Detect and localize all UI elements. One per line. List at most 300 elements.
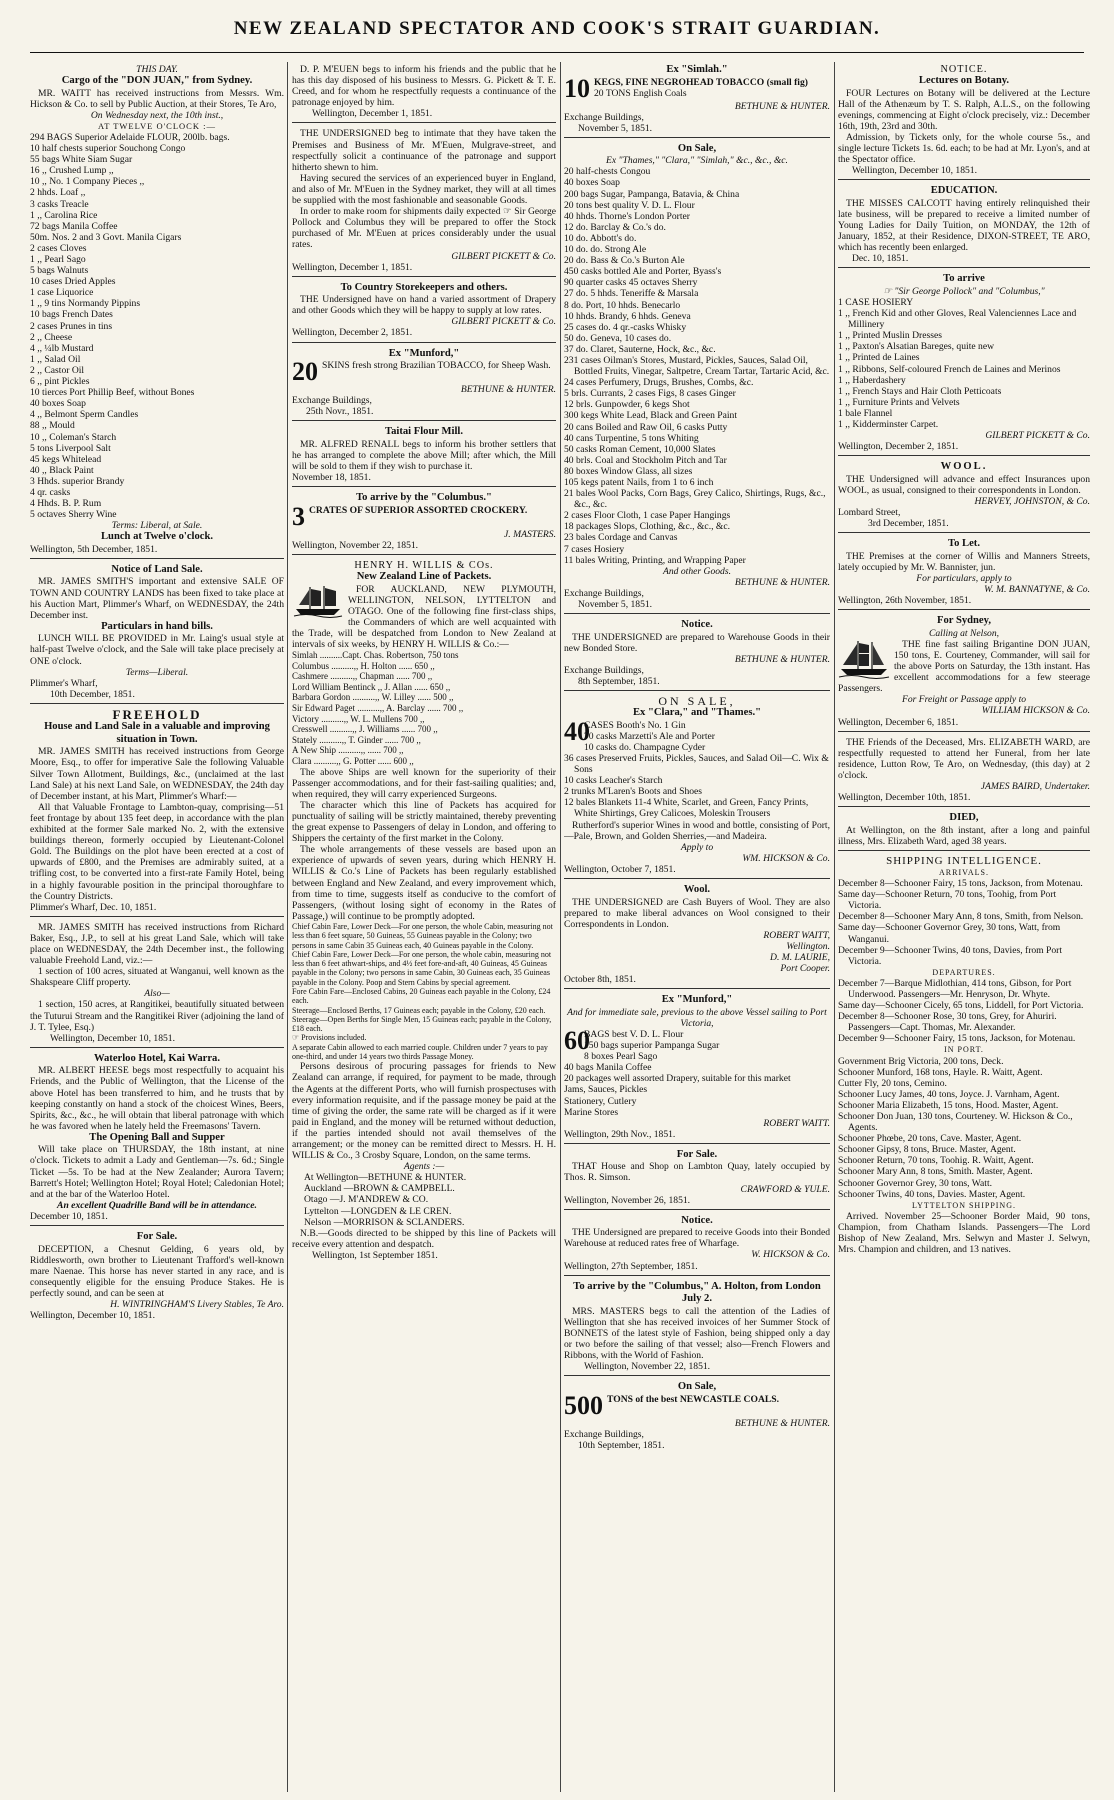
- ad-dateline: Wellington, December 10, 1851.: [852, 165, 977, 177]
- section-heading: SHIPPING INTELLIGENCE.: [886, 854, 1042, 867]
- ad-wool-buyers: [564, 882, 830, 989]
- list-item: 1 ,, Carolina Rice: [30, 209, 98, 221]
- ship-row: Victory ..........,, W. L. Mullens 700 ,,: [292, 713, 425, 724]
- shipping-entry: December 7—Barque Midlothian, 414 tons, Gibson, for Port Underwood. Passengers—Mr. Henryson, Dr. Whyte.: [838, 977, 1072, 1000]
- list-item: 50m. Nos. 2 and 3 Govt. Manila Cigars: [30, 231, 182, 243]
- ad-dateline: November 5, 1851.: [578, 122, 653, 134]
- ad-waterloo-hotel: [30, 1051, 284, 1226]
- ad-body: D. P. M'EUEN begs to inform his friends and the public that he has this day disposed of his business to Messrs. G. Pickett & T. E. Creed, and for whom he respectfully requests a continuance of the patronage enjoyed by him.: [292, 64, 556, 109]
- ad-body: Having secured the services of an experienced buyer in England, and also of Mr. M'Euen in the Sydney market, they will at all times be supplied with the most fashionable and seasonable Goods.: [292, 172, 556, 207]
- ad-heading: To arrive by the "Columbus," A. Holton, from London July 2.: [573, 1280, 821, 1305]
- ship-list: [292, 650, 556, 767]
- fare-item: Steerage—Enclosed Berths, 17 Guineas each; payable in the Colony, £20 each.: [292, 1005, 546, 1015]
- ship-row: Clara ..........,, G. Potter ...... 600 ,,: [292, 756, 414, 766]
- ad-subheading: Ex "Clara," and "Thames.": [632, 707, 761, 719]
- agent-item: Auckland —BROWN & CAMPBELL.: [304, 1183, 455, 1195]
- shipping-entry: Schooner Maria Elizabeth, 15 tons, Hood. Master, Agent.: [838, 1099, 1059, 1111]
- ad-body: CRATES OF SUPERIOR ASSORTED CROCKERY.: [309, 504, 528, 516]
- ship-row: Barbara Gordon ..........,, W. Lilley ...... 500 ,,: [292, 692, 454, 703]
- ad-body: In order to make room for shipments daily expected ☞ Sir George Pollock and Columbus they will be prepared to offer the Stock purchased of Mr. M'Euen at prices considerably under the usual rates.: [292, 206, 556, 251]
- list-item: 25 cases do. 4 qr.-casks Whisky: [564, 321, 687, 333]
- list-item: 2 trunks M'Laren's Boots and Shoes: [564, 786, 703, 798]
- ad-freehold: [30, 707, 284, 917]
- subsection-heading: ARRIVALS.: [939, 867, 989, 877]
- ad-body: SKINS fresh strong Brazilian TOBACCO, for Sheep Wash.: [322, 360, 551, 372]
- shipping-entry: Same day—Schooner Return, 70 tons, Toohig, from Port Victoria.: [838, 889, 1057, 912]
- list-item: 10 do. Abbott's do.: [564, 232, 637, 244]
- ad-signature: H. WINTRINGHAM'S Livery Stables, Te Aro.: [110, 1299, 284, 1310]
- list-item: 55 bags White Siam Sugar: [30, 154, 133, 166]
- shipping-entry: Schooner Phœbe, 20 tons, Cave. Master, Agent.: [838, 1133, 1022, 1145]
- ad-taitai-mill: [292, 424, 556, 487]
- ad-dateline: Wellington, 1st September 1851.: [312, 1249, 438, 1261]
- ad-dateline: 25th Novr., 1851.: [306, 406, 374, 418]
- list-item: 5 tons Liverpool Salt: [30, 442, 111, 454]
- list-item: 36 cases Preserved Fruits, Pickles, Sauces, and Salad Oil—C. Wix & Sons: [564, 752, 829, 776]
- list-item: 1 ,, French Stays and Hair Cloth Petticoats: [838, 385, 1002, 397]
- ad-heading: To arrive: [943, 273, 985, 285]
- list-item: 24 cases Perfumery, Drugs, Brushes, Combs, &c.: [564, 377, 754, 389]
- list-item: 50 do. Geneva, 10 cases do.: [564, 332, 672, 344]
- ad-quantity: 20: [292, 357, 318, 387]
- ad-bonded-store: [564, 617, 830, 691]
- list-item: 10 casks do. Champagne Cyder: [584, 741, 706, 753]
- list-item: 300 kegs White Lead, Black and Green Paint: [564, 410, 737, 422]
- ad-clara-thames: [564, 694, 830, 879]
- list-item: 10 hhds. Brandy, 6 hhds. Geneva: [564, 310, 691, 322]
- ad-signature: ROBERT WAITT,: [763, 929, 830, 941]
- ad-signature: Wellington.: [786, 940, 830, 952]
- ad-munford-tobacco: [292, 346, 556, 422]
- list-item: 37 do. Claret, Sauterne, Hock, &c., &c.: [564, 343, 716, 355]
- ship-row: Simlah ..........Capt. Chas. Robertson, 750 tons: [292, 650, 459, 661]
- ad-country-storekeepers: [292, 280, 556, 343]
- ad-body: 1 section of 100 acres, situated at Wanganui, well known as the Shakspeare Cliff property.: [30, 966, 284, 989]
- ad-heading: For Sale.: [676, 1148, 718, 1160]
- list-item: 5 octaves Sherry Wine: [30, 509, 117, 521]
- list-item: 8 boxes Pearl Sago: [584, 1051, 658, 1063]
- ad-funeral-notice: [838, 735, 1090, 808]
- list-item: 3 casks Treacle: [30, 198, 89, 210]
- list-item: 4 ,, Belmont Sperm Candles: [30, 409, 139, 421]
- ad-heading: Wool.: [683, 884, 711, 895]
- shipping-entry: Cutter Fly, 20 tons, Cemino.: [838, 1077, 947, 1089]
- ad-body: THE UNDERSIGNED beg to intimate that they have taken the Premises and Business of Mr. M'Euen, Mulgrave-street, and respectfully solicit a continuance of the patronage and support hitherto shewn to him.: [292, 128, 556, 173]
- agent-item: At Wellington—BETHUNE & HUNTER.: [304, 1172, 467, 1184]
- ad-signature: WM. HICKSON & Co.: [742, 852, 830, 864]
- ad-munford-flour: [564, 992, 830, 1144]
- masthead-rule: [30, 52, 1084, 53]
- fare-item: Steerage—Open Berths for Single Men, 15 Guineas each; payable in the Colony, £18 each.: [292, 1014, 552, 1034]
- ad-pickett-creed: [292, 126, 556, 276]
- list-item: 12 brls. Gunpowder, 6 kegs Shot: [564, 399, 690, 411]
- ad-signature: GILBERT PICKETT & Co.: [451, 316, 556, 328]
- ad-dateline: Wellington, December 10th, 1851.: [838, 792, 971, 804]
- fare-item: Chief Cabin Fare, Lower Deck—For one person, the whole Cabin, measuring not less than 6 feet square, 50 Guineas, 55 Guineas payable in the Colony; two persons in same Cabin 35 Guineas each, 40 Guineas payable in the Colony.: [292, 921, 553, 950]
- list-item: 70 casks Marzetti's Ale and Porter: [584, 730, 715, 742]
- ad-body: The above Ships are well known for the superiority of their Passenger accommodations, and for their fast-sailing qualities; and, when required, they will carry experienced Surgeons.: [292, 766, 556, 800]
- ad-signature: D. M. LAURIE,: [770, 951, 830, 963]
- list-item: 450 casks bottled Ale and Porter, Byass's: [564, 266, 722, 278]
- ad-dateline: Wellington, November 22, 1851.: [292, 539, 419, 551]
- ad-terms: Terms—Liberal.: [125, 666, 189, 678]
- ad-dateline: 8th September, 1851.: [578, 676, 660, 687]
- ad-masters-bonnets: [564, 1279, 830, 1377]
- list-item: 2 ,, Cheese: [30, 331, 73, 343]
- list-item: 1 ,, Printed Muslin Dresses: [838, 330, 942, 342]
- list-item: 1 ,, Furniture Prints and Velvets: [838, 396, 960, 408]
- ad-signature: W. M. BANNATYNE, & Co.: [984, 584, 1090, 596]
- ad-dateline: November 5, 1851.: [578, 599, 653, 611]
- ad-apply: For particulars, apply to: [916, 572, 1012, 584]
- ad-body: THE Undersigned will advance and effect Insurances upon WOOL, as usual, consigned to their correspondents in London.: [838, 473, 1090, 496]
- ad-place: Exchange Buildings,: [564, 664, 644, 676]
- list-item: 1 ,, Ribbons, Self-coloured French de Laines and Merinos: [838, 363, 1061, 375]
- ad-body: MR. JAMES SMITH has received instructions from Richard Baker, Esq., J.P., to sell at his great Land Sale, which will take place on WEDNESDAY, the 24th December inst., the following valuable Freehold Land, viz.:—: [30, 921, 284, 967]
- list-item: 11 bales Writing, Printing, and Wrapping Paper: [564, 554, 746, 566]
- ad-signature: JAMES BAIRD, Undertaker.: [980, 780, 1090, 792]
- ad-subheading: New Zealand Line of Packets.: [356, 571, 492, 582]
- ad-heading: Notice.: [681, 1214, 713, 1226]
- ad-dateline: Wellington, 29th Nov., 1851.: [564, 1128, 676, 1140]
- ad-quantity: 40: [564, 716, 590, 746]
- ad-body: The character which this line of Packets has acquired for punctuality of sailing will be strictly maintained, thereby preventing the great expense to Passengers of delay in London, and offering to Shippers the certainty of the first market in the Colony.: [292, 799, 556, 845]
- list-item: 1 ,, French Kid and other Gloves, Real Valenciennes Lace and Millinery: [838, 308, 1077, 331]
- ad-signature: GILBERT PICKETT & Co.: [451, 250, 556, 262]
- list-item: 1 ,, Printed de Laines: [838, 352, 920, 364]
- ad-wool-insurance: [838, 459, 1090, 533]
- ad-heading: Notice of Land Sale.: [111, 563, 203, 575]
- list-item: 16 ,, Crushed Lump ,,: [30, 165, 114, 177]
- shipping-entry: December 8—Schooner Fairy, 15 tons, Jackson, from Motenau.: [838, 878, 1083, 890]
- list-item: 3 Hhds. superior Brandy: [30, 475, 125, 487]
- ad-body: LUNCH WILL BE PROVIDED in Mr. Laing's usual style at half-past Twelve o'clock, and the Sale will take place precisely at ONE o'clock.: [30, 633, 284, 667]
- ad-terms: Terms: Liberal, at Sale.: [111, 520, 203, 532]
- ad-body: Arrived. November 25—Schooner Border Maid, 90 tons, Champion, from Chatham Islands. Passengers—The Lord Bishop of New Zealand, Mrs. Selwyn and Master J. Selwyn, Mrs. Champion and children, and 13 natives.: [838, 1210, 1090, 1256]
- ad-body: KEGS, FINE NEGROHEAD TOBACCO (small fig): [594, 76, 808, 88]
- ship-row: Cashmere ..........,, Chapman ...... 700 ,,: [292, 671, 433, 682]
- fare-list: [292, 922, 556, 1061]
- list-item: 1 bale Flannel: [838, 407, 893, 419]
- ad-place: Exchange Buildings,: [564, 587, 644, 599]
- column-4: [838, 62, 1090, 1792]
- list-item: 10 cases Dried Apples: [30, 276, 116, 288]
- ad-heading: On Sale,: [677, 1381, 717, 1393]
- ad-body: THE UNDERSIGNED are prepared to Warehouse Goods in their new Bonded Store.: [564, 631, 830, 654]
- column-1: [30, 62, 284, 1792]
- list-item: 23 bales Cordage and Canvas: [564, 532, 678, 544]
- ad-body: MR. ALFRED RENALL begs to inform his brother settlers that he has arranged to complete the above Mill; after which, the Mill will be sold to them if they wish to purchase it.: [292, 438, 556, 473]
- list-item: 105 kegs patent Nails, from 1 to 6 inch: [564, 477, 714, 488]
- list-item: 8 do. Port, 10 hhds. Benecarlo: [564, 299, 681, 311]
- ad-heading: ON SALE,: [658, 694, 736, 709]
- shipping-entry: Same day—Schooner Governor Grey, 30 tons, Watt, from Wanganui.: [838, 922, 1061, 945]
- ad-body: THE MISSES CALCOTT having entirely relinquished their late business, will be prepared to receive a limited number of Young Ladies for Daily Tuition, on MONDAY, the 12th of January, 1852, at their Residence, DIXON-STREET, TE ARO, which has recently been enlarged.: [838, 197, 1090, 254]
- shipping-entry: Schooner Mary Ann, 8 tons, Smith. Master, Agent.: [838, 1166, 1033, 1178]
- goods-list: [564, 166, 830, 565]
- ad-on-sale-stores: [564, 141, 830, 614]
- list-item: Marine Stores: [564, 1106, 619, 1118]
- ad-body: MR. ALBERT HEESE begs most respectfully to acquaint his Friends, and the Public of Wellington, that the License of the above Hotel has been transferred to him, and he trusts that by keeping constantly on hand a stock of the choicest Wines, Beers, Spirits, &c., &c., he will obtain that liberal patronage with which he was favored when he lately held the Freemasons' Tavern.: [30, 1065, 284, 1132]
- ad-heading: Ex "Simlah.": [666, 64, 728, 75]
- ad-subheading: Lectures on Botany.: [918, 75, 1010, 87]
- ad-dateline: Wellington, November 26, 1851.: [564, 1194, 691, 1206]
- ad-body: Rutherford's superior Wines in wood and bottle, consisting of Port,—Pale, Brown, and Golden Sherries,—and Madeira.: [564, 819, 830, 842]
- shipping-entry: December 8—Schooner Rose, 30 tons, Grey, for Ahuriri. Passengers—Capt. Thomas, Mr. Alexander.: [838, 1011, 1057, 1034]
- ad-body: Admission, by Tickets only, for the whole course 5s., and single lecture Tickets 1s. 6d. each; to be had at Mr. Lyon's, and at the Spectator office.: [838, 131, 1090, 166]
- ad-body: MRS. MASTERS begs to call the attention of the Ladies of Wellington that she has received invoices of her Summer Stock of BONNETS of the latest style of Fashion, being shipped only a day or two before the sailing of that vessel; also—French Flowers and Ribbons, with the World of Fashion.: [564, 1305, 830, 1361]
- shipping-entry: Schooner Munford, 168 tons, Hayle. R. Waitt, Agent.: [838, 1066, 1043, 1078]
- shipping-entry: Schooner Governor Grey, 30 tons, Watt.: [838, 1177, 993, 1189]
- shipping-entry: December 8—Schooner Mary Ann, 8 tons, Smith, from Nelson.: [838, 911, 1084, 923]
- list-item: 40 ,, Black Paint: [30, 464, 94, 476]
- ad-body: MR. WAITT has received instructions from Messrs. Wm. Hickson & Co. to sell by Public Auction, at their Stores, Te Aro,: [30, 87, 284, 110]
- ad-dateline: Wellington, 5th December, 1851.: [30, 543, 158, 555]
- goods-list: [564, 716, 830, 820]
- ad-body: The whole arrangements of these vessels are based upon an experience of upwards of seven years, during which HENRY H. WILLIS & Co.'s Line of Packets has been regularly established between England and New Zealand, and every improvement which, from time to time, suggests itself as conducive to the comfort of Passengers, (without losing sight of economy in the Rates of Passage,) will continue to be promptly adopted.: [292, 844, 556, 922]
- list-item: 1 ,, Haberdashery: [838, 374, 906, 386]
- shipping-entry: December 9—Schooner Twins, 40 tons, Davies, from Port Victoria.: [838, 944, 1063, 967]
- list-item: 1 ,, Salad Oil: [30, 353, 81, 365]
- in-port-list: [838, 1056, 1090, 1200]
- list-item: 294 BAGS Superior Adelaide FLOUR, 200lb. bags.: [30, 131, 230, 143]
- ad-signature: BETHUNE & HUNTER.: [734, 1417, 830, 1429]
- list-item: 1 ,, Paxton's Alsatian Bareges, quite new: [838, 341, 995, 353]
- ad-body: Will take place on THURSDAY, the 18th instant, at nine o'clock. Tickets to admit a Lady and Gentleman—7s. 6d.; Single Ticket —5s. To be had at the New Zealander; Aurora Tavern; Barrett's Hotel; Wellington Hotel; Royal Hotel; Caledonian Hotel; and at the bar of the Waterloo Hotel.: [30, 1144, 284, 1200]
- list-item: 20 cans Boiled and Raw Oil, 6 casks Putty: [564, 421, 728, 433]
- ad-quantity: 10: [564, 73, 590, 103]
- ad-signature: BETHUNE & HUNTER.: [734, 100, 830, 112]
- ad-to-let: [838, 536, 1090, 610]
- list-item: 45 kegs Whitelead: [30, 453, 102, 465]
- list-item: 72 bags Manila Coffee: [30, 220, 118, 232]
- agent-list: [292, 1172, 556, 1227]
- ad-heading: Taitai Flour Mill.: [385, 426, 463, 438]
- ad-dateline: November 18, 1851.: [292, 472, 371, 484]
- ad-body: THAT House and Shop on Lambton Quay, lately occupied by Thos. R. Simson.: [564, 1161, 830, 1184]
- ad-dateline: Wellington, 26th November, 1851.: [838, 595, 972, 607]
- agent-item: Otago —J. M'ANDREW & CO.: [304, 1194, 429, 1206]
- ad-smith-freehold: [30, 920, 284, 1048]
- ad-subheading: The Opening Ball and Supper: [89, 1131, 225, 1143]
- list-item: 2 cases Prunes in tins: [30, 320, 113, 332]
- ad-body: All that Valuable Frontage to Lambton-quay, comprising—51 feet frontage by about 135 feet deep, in accordance with the plan exhibited at the former Sale marked No. 2, with the extensive buildings thereon, formerly occupied by Lieutenant-Colonel Gold. The Buildings on the plot have been erected at a cost of upwards of £800, and the Premises are admirably suited, at a trifling cost, to be converted into a first-rate Family Hotel, being in a highly favourable position in the principal thoroughfare to the Country Districts.: [30, 801, 284, 902]
- list-item: 40 cans Turpentine, 5 tons Whiting: [564, 432, 699, 444]
- ad-dateline: Wellington, November 22, 1851.: [584, 1361, 711, 1373]
- ad-subheading: Calling at Nelson,: [928, 627, 1000, 639]
- ad-don-juan-cargo: [30, 62, 284, 559]
- ad-signature: WILLIAM HICKSON & Co.: [981, 705, 1090, 717]
- brigantine-icon: [838, 639, 890, 679]
- list-item: 4 qr. casks: [30, 486, 71, 498]
- ad-subheading: Particulars in hand bills.: [101, 620, 213, 632]
- ad-body: THE Undersigned are prepared to receive Goods into their Bonded Warehouse at reduced rates free of Wharfage.: [564, 1227, 830, 1250]
- ad-lunch: Lunch at Twelve o'clock.: [100, 531, 214, 543]
- list-item: 1 case Liquorice: [30, 287, 94, 299]
- ad-for-sydney: [838, 613, 1090, 731]
- ad-dateline: Wellington, 27th September, 1851.: [564, 1260, 698, 1272]
- ad-dateline: 10th September, 1851.: [578, 1439, 665, 1451]
- ad-mceuen: [292, 62, 556, 123]
- fare-item: ☞ Provisions included.: [292, 1033, 367, 1043]
- list-item: 12 do. Barclay & Co.'s do.: [564, 221, 666, 233]
- ad-body: DECEPTION, a Chesnut Gelding, 6 years old, by Riddlesworth, own brother to Lieutenant Trafford's well-known mare Naenae. This horse has never started in any race, and is consequently eligible for the ensuing Produce Stakes. He is perfectly sound, and can be seen at: [30, 1243, 284, 1299]
- fare-item: Chief Cabin Fare, Lower Deck—For one person, the whole cabin, measuring not less than 6 feet athwart-ships, and 4½ feet fore-and-aft, 40 Guineas, 45 Guineas payable in the Colony; two persons in same Cabin, 30 Guineas each, 35 Guineas payable in the Colony. Poop and Stern Cabins by special agreement.: [292, 949, 552, 987]
- masthead-title: NEW ZEALAND SPECTATOR AND COOK'S STRAIT GUARDIAN.: [233, 18, 881, 39]
- ad-dateline: Wellington, December 2, 1851.: [292, 327, 413, 339]
- list-item: 4 ,, ¼lb Mustard: [30, 342, 94, 354]
- ad-quantity: 3: [292, 501, 305, 531]
- ad-body: N.B.—Goods directed to be shipped by this line of Packets will receive every attention and despatch.: [292, 1227, 556, 1250]
- ad-education: [838, 183, 1090, 268]
- list-item: 2 hhds. Loaf ,,: [30, 187, 86, 199]
- ad-signature: J. MASTERS.: [504, 528, 556, 540]
- list-item: 10 half chests superior Souchong Congo: [30, 143, 186, 155]
- ad-heading: Ex "Munford,": [661, 994, 733, 1006]
- shipping-entry: Government Brig Victoria, 200 tons, Deck.: [838, 1055, 1004, 1067]
- ad-time: AT TWELVE O'CLOCK :—: [98, 120, 216, 131]
- ad-dateline: 10th December, 1851.: [50, 688, 135, 700]
- ad-apply: For Freight or Passage apply to: [901, 694, 1027, 706]
- ad-body: MR. JAMES SMITH has received instructions from George Moore, Esq., to offer for imperative Sale the following Valuable Silver Town Allotment, Buildings, &c., (unclaimed at the last Land Sale) at his next Land Sale, on WEDNESDAY, the 24th day of December instant, at his Mart, Plimmer's Wharf:—: [30, 746, 284, 802]
- ad-heading: To arrive by the "Columbus.": [356, 492, 492, 504]
- ad-place: Plimmer's Wharf,: [30, 677, 98, 689]
- ad-other: And other Goods.: [663, 565, 731, 577]
- ad-land-sale: [30, 562, 284, 704]
- ad-heading: For Sydney,: [937, 615, 991, 627]
- list-item: 10 tierces Port Phillip Beef, without Bones: [30, 387, 195, 399]
- ad-heading: DIED,: [949, 812, 979, 824]
- ad-crockery: [292, 490, 556, 555]
- ad-signature: CRAWFORD & YULE.: [740, 1183, 830, 1195]
- subsection-heading: DEPARTURES.: [932, 967, 996, 977]
- list-item: 1 ,, Kidderminster Carpet.: [838, 419, 939, 431]
- shipping-entry: Schooner Don Juan, 130 tons, Courteney. W. Hickson & Co., Agents.: [838, 1111, 1073, 1134]
- ad-botany-lectures: [838, 62, 1090, 180]
- list-item: 5 bags Walnuts: [30, 265, 89, 277]
- list-item: Stationery, Cutlery: [564, 1095, 637, 1107]
- column-rule: [560, 62, 561, 1792]
- ship-row: Cresswell ..........,, J. Williams ...... 700 ,,: [292, 724, 438, 735]
- ad-place: Exchange Buildings,: [564, 1428, 644, 1440]
- list-item: 20 half-chests Congou: [564, 166, 651, 178]
- ad-body: TONS of the best NEWCASTLE COALS.: [607, 1393, 780, 1405]
- agent-item: Lyttelton —LONGDEN & LE CREN.: [304, 1205, 452, 1217]
- column-2: [292, 62, 556, 1792]
- ad-heading: THIS DAY.: [136, 64, 178, 75]
- ad-body: 20 TONS English Coals: [594, 87, 687, 99]
- ad-body: THE UNDERSIGNED are Cash Buyers of Wool. They are also prepared to make liberal advances on Wool consigned to their Correspondents in London.: [564, 896, 830, 930]
- ad-heading: WOOL.: [940, 461, 988, 473]
- ad-subheading: ☞ "Sir George Pollock" and "Columbus,": [883, 285, 1045, 297]
- list-item: 10 bags French Dates: [30, 309, 113, 321]
- ad-body: THE Friends of the Deceased, Mrs. ELIZABETH WARD, are respectfully requested to attend her Funeral, from her late residence, Lutton Row, Te Aro, on Wednesday, (this day) at 2 o'clock.: [838, 736, 1090, 781]
- ad-heading: Waterloo Hotel, Kai Warra.: [93, 1052, 221, 1064]
- list-item: 1 ,, Pearl Sago: [30, 254, 86, 265]
- ad-quantity: 60: [564, 1025, 590, 1055]
- ad-body: Persons desirous of procuring passages for friends to New Zealand can arrange, if required, for payment to be made, through the Agents at the different Ports, who will furnish prospectuses with every information requisite, and if the passage money be paid at the time of giving the order, the same rate will be charged as if it were paid in England, and the money will be returned without deduction, if the parties intended should not avail themselves of the arrangement; or the money can be remitted direct to Messrs. H. H. WILLIS & Co., 3 Crosby Square, London, on the same terms.: [292, 1061, 556, 1162]
- ad-newcastle-coals: [564, 1379, 830, 1454]
- ship-row: Columbus ..........,, H. Holton ...... 650 ,,: [292, 660, 435, 671]
- ad-apply: Apply to: [680, 841, 714, 853]
- ad-subheading: And for immediate sale, previous to the above Vessel sailing to Port Victoria,: [567, 1006, 827, 1029]
- list-item: 80 boxes Window Glass, all sizes: [564, 465, 693, 477]
- ad-heading: EDUCATION.: [930, 185, 998, 197]
- ad-heading: To Country Storekeepers and others.: [340, 281, 508, 293]
- list-item: 21 bales Wool Packs, Corn Bags, Grey Calico, Shirtings, Rugs, &c., &c., &c.: [564, 488, 826, 511]
- goods-list: [838, 297, 1090, 430]
- ad-body: MR. JAMES SMITH'S important and extensive SALE OF TOWN AND COUNTRY LANDS has been fixed to take place at his Auction Mart, Plimmer's Wharf, on WEDNESDAY, the 24th December inst.: [30, 576, 284, 621]
- ad-body: FOR AUCKLAND, NEW PLYMOUTH, WELLINGTON, NELSON, LYTTELTON and OTAGO. One of the following fine first-class ships, the Commanders of which are well acquainted with the Trade, will be despatched from London to New Zealand at intervals of six weeks, by HENRY H. WILLIS & Co.:—: [292, 583, 556, 650]
- ad-signature: W. HICKSON & Co.: [751, 1249, 830, 1261]
- ad-signature: HERVEY, JOHNSTON, & Co.: [974, 496, 1090, 507]
- ad-dateline: Dec. 10, 1851.: [852, 253, 909, 265]
- list-item: 1 CASE HOSIERY: [838, 297, 914, 308]
- list-item: 20 tons best quality V. D. L. Flour: [564, 199, 695, 211]
- ad-dateline: Wellington, December 6, 1851.: [838, 716, 959, 728]
- list-item: 10 ,, Coleman's Starch: [30, 431, 117, 443]
- shipping-entry: December 9—Schooner Fairy, 15 tons, Jackson, for Motenau.: [838, 1033, 1076, 1045]
- column-rule: [287, 62, 288, 1792]
- list-item: 40 boxes Soap: [30, 398, 86, 410]
- ship-row: A New Ship ..........,, ...... 700 ,,: [292, 745, 404, 756]
- ad-place: Lombard Street,: [838, 507, 901, 519]
- list-item: 90 quarter casks 45 octaves Sherry: [564, 277, 698, 289]
- goods-list: [564, 1025, 830, 1118]
- shipping-entry: Same day—Schooner Cicely, 65 tons, Liddell, for Port Victoria.: [838, 1000, 1084, 1012]
- ad-band: An excellent Quadrille Band will be in attendance.: [57, 1199, 257, 1211]
- ad-dateline: December 10, 1851.: [30, 1210, 108, 1222]
- shipping-entry: Schooner Return, 70 tons, Toohig. R. Waitt, Agent.: [838, 1155, 1034, 1167]
- list-item: 1 ,, 9 tins Normandy Pippins: [30, 298, 141, 310]
- ad-heading: HENRY H. WILLIS & COs.: [354, 559, 494, 571]
- list-item: 40 bags Manila Coffee: [564, 1062, 652, 1074]
- ad-dateline: Wellington, December 1, 1851.: [312, 108, 433, 120]
- ad-dateline: October 8th, 1851.: [564, 974, 636, 986]
- ad-subheading: Ex "Thames," "Clara," "Simlah," &c., &c., &c.: [606, 155, 788, 167]
- column-rule: [834, 62, 835, 1792]
- column-3: [564, 62, 830, 1792]
- ad-place: Exchange Buildings,: [292, 395, 372, 407]
- list-item: 4 Hhds. B. P. Rum: [30, 498, 102, 510]
- list-item: 6 ,, pint Pickles: [30, 376, 90, 388]
- list-item: 40 hhds. Thorne's London Porter: [564, 210, 690, 222]
- ad-heading: To Let.: [948, 538, 980, 550]
- list-item: 150 bags superior Pampanga Sugar: [584, 1040, 720, 1052]
- ad-signature: ROBERT WAITT.: [763, 1117, 830, 1129]
- list-item: Jams, Sauces, Pickles: [564, 1084, 648, 1096]
- sailing-ship-icon: [292, 584, 344, 618]
- ad-body: FOUR Lectures on Botany will be delivered at the Lecture Hall of the Athenæum by T. S. Ralph, A.L.S., on the following evenings, commencing at Eight o'clock precisely, viz.: December 16th, 19th, 23rd and 30th.: [838, 87, 1090, 132]
- list-item: 88 ,, Mould: [30, 420, 75, 432]
- list-item: 20 do. Bass & Co.'s Burton Ale: [564, 255, 685, 267]
- ad-body: THE fine fast sailing Brigantine DON JUAN, 150 tons, E. Courteney, Commander, will sail for the above Ports on Saturday, the 13th instant. Has excellent accommodations for a few steerage Passengers.: [838, 638, 1090, 695]
- list-item: 2 ,, Castor Oil: [30, 364, 85, 376]
- agents-heading: Agents :—: [403, 1161, 445, 1173]
- list-item: 5 brls. Currants, 2 cases Figs, 8 cases Ginger: [564, 388, 736, 400]
- ad-horse-sale: [30, 1229, 284, 1324]
- fare-item: Fore Cabin Fare—Enclosed Cabins, 20 Guineas each payable in the Colony, £24 each.: [292, 986, 551, 1006]
- ad-dateline: Wellington, October 7, 1851.: [564, 863, 676, 875]
- ad-dateline: 3rd December, 1851.: [868, 518, 949, 530]
- ad-date: On Wednesday next, the 10th inst.,: [90, 109, 224, 121]
- ad-signature: BETHUNE & HUNTER.: [734, 576, 830, 588]
- list-item: 10 casks Leacher's Starch: [564, 775, 663, 787]
- ad-dateline: Plimmer's Wharf, Dec. 10, 1851.: [30, 901, 157, 913]
- fare-item: A separate Cabin allowed to each married couple. Children under 7 years to pay one-third, and under 14 years two thirds Passage Money.: [292, 1042, 548, 1062]
- subsection-heading: LYTTELTON SHIPPING.: [912, 1200, 1016, 1210]
- list-item: 18 packages Slops, Clothing, &c., &c., &c.: [564, 521, 731, 533]
